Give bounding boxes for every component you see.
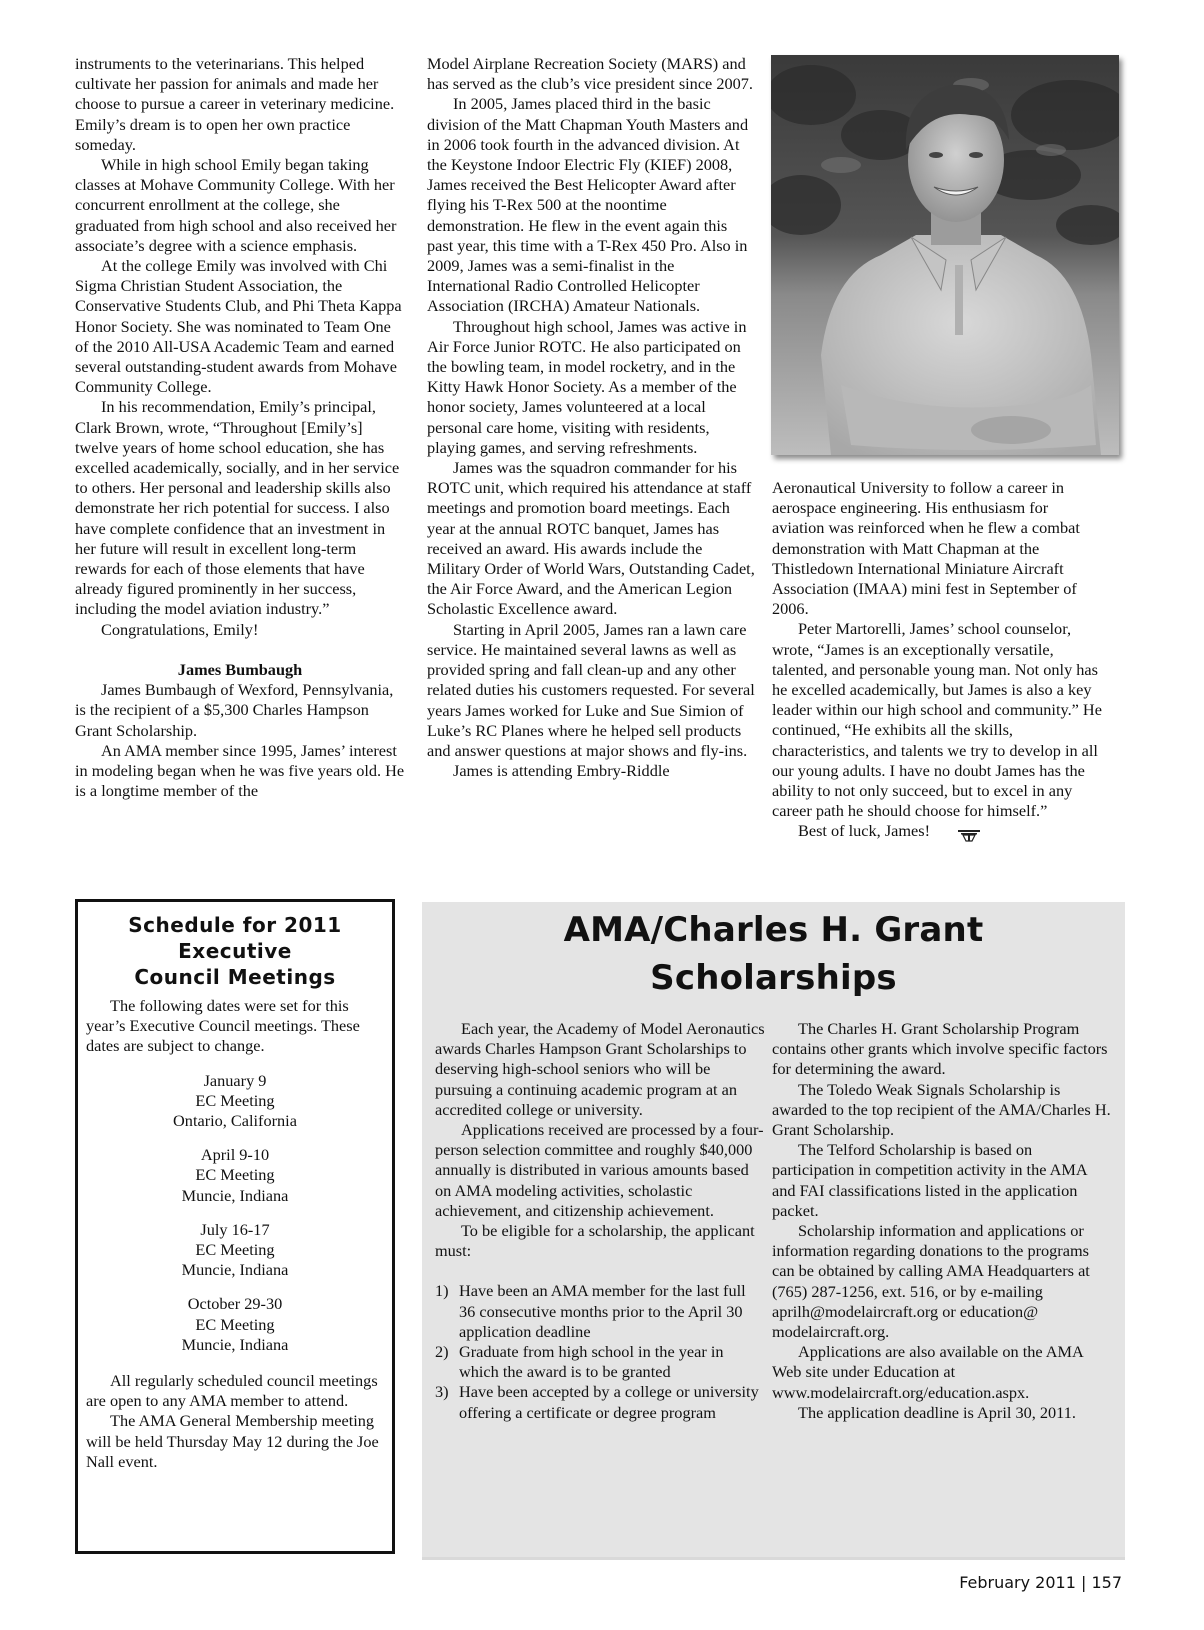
meeting-date: January 9 xyxy=(203,1070,267,1090)
schedule-title-line: Council Meetings xyxy=(134,965,336,989)
meeting-type: EC Meeting xyxy=(195,1165,275,1185)
meeting-date: October 29-30 xyxy=(187,1294,283,1314)
scholarships-right-column xyxy=(772,1019,1112,1423)
schedule-intro: The following dates were set for this year’s Executive Council meetings. These dates are subject to change. xyxy=(86,996,360,1056)
paragraph: An AMA member since 1995, James’ interest in modeling began when he was five years old. He is a longtime member of the xyxy=(75,740,405,801)
requirement-item xyxy=(435,1382,765,1422)
requirement-number: 3) xyxy=(435,1382,449,1402)
meeting-type: EC Meeting xyxy=(195,1314,275,1334)
meeting-location: Muncie, Indiana xyxy=(181,1334,289,1354)
page-footer: February 2011 | 157 xyxy=(959,1573,1122,1592)
requirements-list xyxy=(435,1281,765,1422)
meeting-entry xyxy=(78,1071,392,1132)
meeting-date: July 16-17 xyxy=(200,1219,270,1239)
meeting-date: April 9-10 xyxy=(200,1145,270,1165)
paragraph: Applications received are processed by a four-person selection committee and roughly $40,000 annually is distributed in various amounts based on AMA modeling activities, scholastic achievement, and citizenship achievement. xyxy=(435,1120,764,1220)
paragraph: At the college Emily was involved with Chi Sigma Christian Student Association, the Conservative Students Club, and Phi Theta Kappa Honor Society. She was nominated to Team One of the 2010 All-USA Academic Team and earned several outstanding-student awards from Mohave Community College. xyxy=(75,256,402,397)
closing-text: Best of luck, James! xyxy=(798,821,931,841)
portrait-photo xyxy=(771,55,1119,455)
meeting-entry xyxy=(78,1220,392,1281)
paragraph-closing xyxy=(772,821,1104,841)
meeting-location: Ontario, California xyxy=(173,1111,297,1131)
paragraph: In 2005, James placed third in the basic division of the Matt Chapman Youth Masters and in 2006 took fourth in the advanced division. At the Keystone Indoor Electric Fly (KIEF) 2008, James received the Best Helicopter Award after flying his T-Rex 500 at the noontime demonstration. He flew in the event again this past year, this time with a T-Rex 450 Pro. Also in 2009, James was a semi-finalist in the International Radio Controlled Helicopter Association (IRCHA) Amateur Nationals. xyxy=(427,94,749,316)
paragraph: To be eligible for a scholarship, the applicant must: xyxy=(435,1221,755,1261)
scholarships-title xyxy=(422,906,1125,1002)
paragraph: James is attending Embry-Riddle xyxy=(453,761,670,781)
paragraph: The application deadline is April 30, 2011. xyxy=(798,1402,1076,1422)
schedule-note: All regularly scheduled council meetings are open to any AMA member to attend. xyxy=(86,1371,378,1411)
schedule-title-line: Executive xyxy=(178,939,292,963)
requirement-number: 2) xyxy=(435,1342,449,1362)
article-column-1 xyxy=(75,54,405,801)
paragraph: Aeronautical University to follow a career in aerospace engineering. His enthusiasm for aviation was reinforced when he flew a combat demonstration with Matt Chapman at the Thistledown International Miniature Aircraft Association (IMAA) mini fest in September of 2006. xyxy=(772,478,1080,619)
scholarships-title-line: AMA/Charles H. Grant xyxy=(563,910,984,950)
requirement-text: Have been an AMA member for the last full 36 consecutive months prior to the April 30 application deadline xyxy=(459,1281,746,1341)
requirement-item xyxy=(435,1281,765,1342)
scholarships-title-line: Scholarships xyxy=(650,958,897,998)
requirement-text: Graduate from high school in the year in which the award is to be granted xyxy=(459,1342,724,1382)
paragraph: The Telford Scholarship is based on participation in competition activity in the AMA and FAI classifications listed in the application packet. xyxy=(772,1140,1087,1220)
schedule-sidebar-box xyxy=(75,899,395,1554)
meeting-type: EC Meeting xyxy=(195,1090,275,1110)
paragraph: instruments to the veterinarians. This helped cultivate her passion for animals and made her choose to pursue a career in veterinary medicine. Emily’s dream is to open her own practice someday. xyxy=(75,54,395,154)
requirement-item xyxy=(435,1342,765,1382)
requirement-text: Have been accepted by a college or university offering a certificate or degree program xyxy=(459,1382,759,1422)
ama-logo-endmark-icon xyxy=(932,827,954,839)
paragraph: While in high school Emily began taking classes at Mohave Community College. With her concurrent enrollment at the college, she graduated from high school and also received her associate’s degree with a science emphasis. xyxy=(75,155,397,255)
paragraph: The Toledo Weak Signals Scholarship is awarded to the top recipient of the AMA/Charles H. Grant Scholarship. xyxy=(772,1079,1111,1140)
meeting-location: Muncie, Indiana xyxy=(181,1185,289,1205)
schedule-title-line: Schedule for 2011 xyxy=(128,913,342,937)
paragraph: James was the squadron commander for his ROTC unit, which required his attendance at staff meetings and promotion board meetings. Each year at the annual ROTC banquet, James has received an award. His awards include the Military Order of World Wars, Outstanding Cadet, the Air Force Award, and the American Legion Scholastic Excellence award. xyxy=(427,458,755,619)
meeting-type: EC Meeting xyxy=(195,1240,275,1260)
article-column-3 xyxy=(772,478,1104,842)
schedule-note: The AMA General Membership meeting will be held Thursday May 12 during the Joe Nall event. xyxy=(86,1411,379,1471)
meeting-entry xyxy=(78,1145,392,1206)
article-column-2 xyxy=(427,54,757,781)
scholarships-left-column xyxy=(435,1019,765,1423)
paragraph: The Charles H. Grant Scholarship Program contains other grants which involve specific factors for determining the award. xyxy=(772,1019,1108,1079)
paragraph: Each year, the Academy of Model Aeronautics awards Charles Hampson Grant Scholarships to deserving high-school seniors who will be pursuing a continuing academic program at an accredited college or university. xyxy=(435,1019,765,1119)
paragraph: Congratulations, Emily! xyxy=(101,619,259,639)
requirement-number: 1) xyxy=(435,1281,449,1301)
schedule-title xyxy=(78,912,392,990)
paragraph: Throughout high school, James was active in Air Force Junior ROTC. He also participated on the bowling team, in model rocketry, and in the Kitty Hawk Honor Society. As a member of the honor society, James volunteered at a local personal care home, visiting with residents, playing games, and serving refreshments. xyxy=(427,316,747,457)
meeting-location: Muncie, Indiana xyxy=(181,1260,289,1280)
paragraph: Applications are also available on the AMA Web site under Education at www.modelaircraft.org/education.aspx. xyxy=(772,1342,1083,1402)
scholarships-sidebar-box xyxy=(422,902,1125,1560)
paragraph: Scholarship information and applications or information regarding donations to the programs can be obtained by calling AMA Headquarters at (765) 287-1256, ext. 516, or by e-mailing aprilh@modelaircraft.org or education@ modelaircraft.org. xyxy=(772,1221,1090,1342)
paragraph: In his recommendation, Emily’s principal, Clark Brown, wrote, “Throughout [Emily’s] twelve years of home school education, she has excelled academically, socially, and in her service to others. Her personal and leadership skills also demonstrate her rich potential for success. I also have complete confidence that an investment in her future will result in excellent long-term rewards for each of those elements that have already figured prominently in her success, including the model aviation industry.” xyxy=(75,397,400,619)
paragraph: Peter Martorelli, James’ school counselor, wrote, “James is an exceptionally versatile, talented, and personable young man. Not only has he excelled academically, but James is also a key leader within our high school and community.” He continued, “He exhibits all the skills, characteristics, and talents we try to develop in all our young adults. I have no doubt James has the ability to not only succeed, but to excel in any career path he should choose for himself.” xyxy=(772,619,1102,821)
section-subhead: James Bumbaugh xyxy=(177,659,303,679)
paragraph: Model Airplane Recreation Society (MARS) and has served as the club’s vice president since 2007. xyxy=(427,54,753,94)
meeting-entry xyxy=(78,1294,392,1355)
paragraph: Starting in April 2005, James ran a lawn care service. He maintained several lawns as well as provided spring and fall clean-up and any other related duties his customers requested. For several years James worked for Luke and Sue Simion of Luke’s RC Planes where he helped sell products and answer questions at major shows and fly-ins. xyxy=(427,619,755,760)
paragraph: James Bumbaugh of Wexford, Pennsylvania, is the recipient of a $5,300 Charles Hampson Grant Scholarship. xyxy=(75,680,394,740)
